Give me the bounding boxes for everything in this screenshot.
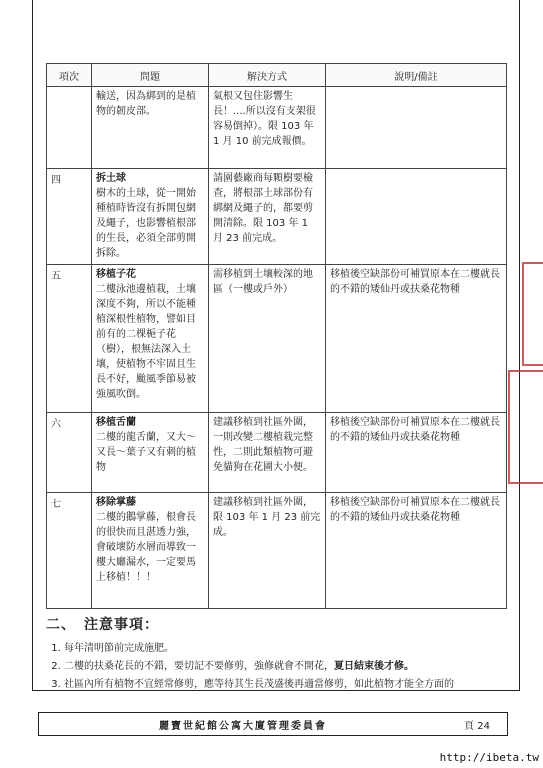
row-solution: 需移植到土壤較深的地區（一樓或戶外）	[209, 265, 326, 413]
watermark: http://ibeta.tw	[439, 751, 539, 764]
row-number: 六	[47, 413, 92, 493]
table-row	[47, 265, 507, 413]
row-problem-text: 樹木的土球，從一開始種植時皆沒有拆開包網及繩子，也影響植根部的生長，必須全部剪開拆除。	[96, 188, 196, 259]
row-problem	[92, 493, 209, 609]
page-number: 頁 24	[464, 720, 490, 732]
committee-seal	[522, 262, 543, 366]
committee-seal-large	[508, 370, 543, 484]
row-number: 七	[47, 493, 92, 609]
row-problem-text: 二樓的龍舌蘭，又大～又長～葉子又有刺的植物	[96, 432, 196, 473]
row-title: 移植舌蘭	[96, 417, 136, 428]
row-problem-text: 輸送，因為綁到的是植物的韌皮部。	[96, 91, 196, 117]
page-footer	[38, 712, 508, 736]
footer-org-name: 麗寶世紀館公寓大廈管理委員會	[159, 720, 327, 732]
row-problem	[92, 265, 209, 413]
note-text: 每年清明節前完成施肥。	[64, 643, 174, 654]
row-title: 移植子花	[96, 269, 136, 280]
row-solution: 建議移植到社區外圍，限 103 年 1 月 23 前完成。	[209, 493, 326, 609]
note-text: 二樓的扶桑花長的不錯，要切記不要修剪，強修就會不開花，	[64, 661, 334, 672]
row-problem-text: 二樓泳池邊植栽，土壤深度不夠，所以不能種植深根性植物，譬如目前有的二棵梔子花（樹），根無法深入土壤，使植物不牢固且生長不好，颱風季節易被強風吹倒。	[96, 284, 196, 400]
col-header-problem: 問題	[92, 64, 209, 87]
row-number: 四	[47, 169, 92, 265]
table-row	[47, 413, 507, 493]
col-header-note: 說明/備註	[326, 64, 507, 87]
table-header-row	[47, 64, 507, 87]
col-header-item: 項次	[47, 64, 92, 87]
notes-heading: 二、 注意事項：	[46, 617, 159, 633]
row-problem-text: 二樓的鵝掌藤，根會長的很快而且湛透力強，會破壞防水層而導致一樓大廳漏水，一定要馬上移植！！！	[96, 512, 196, 583]
note-text: 社區內所有植物不宜經常修剪，應等待其生長茂盛後再適當修剪，如此植物才能全方面的	[64, 679, 454, 690]
row-note	[326, 87, 507, 169]
row-note: 移植後空缺部份可補買原本在二樓就長的不錯的矮仙丹或扶桑花物種	[326, 493, 507, 609]
row-note: 移植後空缺部份可補買原本在二樓就長的不錯的矮仙丹或扶桑花物種	[326, 413, 507, 493]
row-number: 五	[47, 265, 92, 413]
row-note: 移植後空缺部份可補買原本在二樓就長的不錯的矮仙丹或扶桑花物種	[326, 265, 507, 413]
table-row	[47, 493, 507, 609]
list-item	[64, 678, 506, 692]
col-header-solution: 解決方式	[209, 64, 326, 87]
row-number	[47, 87, 92, 169]
row-solution: 氣根又包住影響生長！....所以沒有支架很容易倒掉）。限 103 年 1 月 10 前完成報價。	[209, 87, 326, 169]
row-problem	[92, 87, 209, 169]
row-title: 移除掌藤	[96, 497, 136, 508]
list-item	[64, 642, 506, 656]
row-problem	[92, 413, 209, 493]
list-item	[64, 660, 506, 674]
row-title: 拆土球	[96, 173, 126, 184]
row-solution: 請園藝廠商每顆樹要檢查，將根部土球部份有綁網及繩子的，都要剪開清除。限 103 年 1 月 23 前完成。	[209, 169, 326, 265]
row-note	[326, 169, 507, 265]
notes-list	[46, 642, 506, 692]
note-bold: 夏日結束後才修。	[334, 661, 414, 672]
table-row	[47, 87, 507, 169]
row-problem	[92, 169, 209, 265]
row-solution: 建議移植到社區外圍，一則改變二樓植栽完整性，二則此類植物可避免貓狗在花圃大小便。	[209, 413, 326, 493]
notes-section	[46, 614, 506, 696]
table-row	[47, 169, 507, 265]
maintenance-table	[46, 63, 507, 609]
